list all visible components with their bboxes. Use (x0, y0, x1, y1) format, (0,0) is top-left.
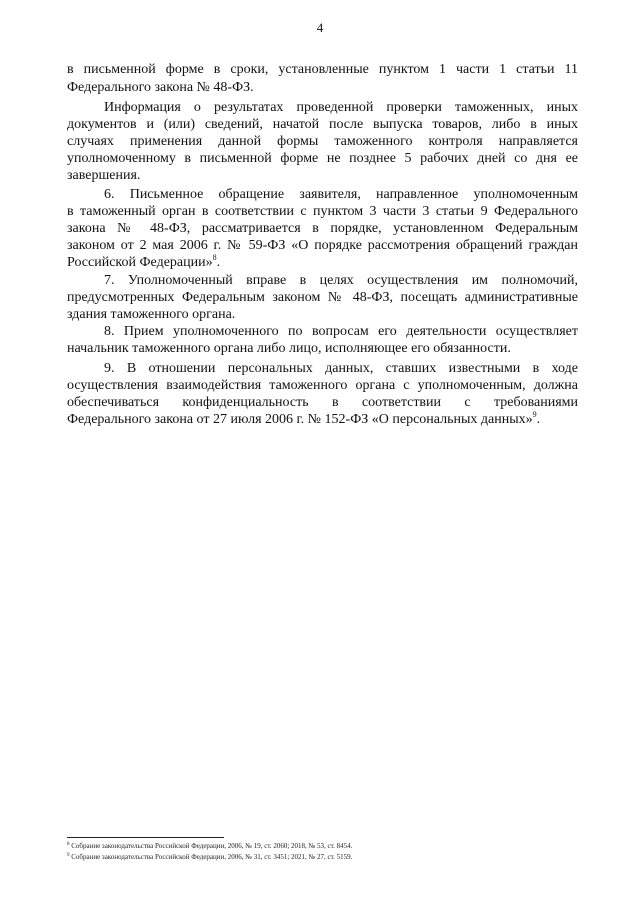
footnote-8 (67, 842, 352, 851)
body-line-end: . (216, 255, 221, 270)
footnote-9 (67, 853, 352, 862)
body-line-end: . (536, 412, 541, 427)
body-line: здания таможенного органа. (67, 307, 236, 322)
footnote-text: Собрание законодательства Российской Федерации, 2006, № 31, ст. 3451; 2021, № 27, ст. 5159. (71, 853, 353, 861)
footnote-mark: 8 (67, 842, 70, 847)
body-line: обеспечиваться конфиденциальность в соответствии с требованиями (67, 395, 578, 410)
body-line-text: Федерального закона от 27 июля 2006 г. № 152-ФЗ «О персональных данных» (67, 412, 533, 427)
body-line (67, 411, 540, 428)
footnote-separator (67, 837, 224, 838)
body-line-text: Российской Федерации» (67, 255, 213, 270)
body-line: предусмотренных Федеральным законом № 48-ФЗ, посещать административные (67, 290, 578, 305)
body-line: документов и (или) сведений, начатой после выпуска товаров, либо в иных (67, 117, 578, 132)
body-line: в таможенный орган в соответствии с пунктом 3 части 3 статьи 9 Федерального (67, 204, 578, 219)
body-line: Информация о результатах проведенной проверки таможенных, иных (104, 100, 578, 115)
page-number: 4 (316, 20, 324, 35)
footnote-ref-8: 8 (212, 253, 217, 262)
footnote-mark: 9 (67, 853, 70, 858)
body-line: в письменной форме в сроки, установленные пунктом 1 части 1 статьи 11 (67, 62, 578, 77)
footnote-text: Собрание законодательства Российской Федерации, 2006, № 19, ст. 2060; 2018, № 53, ст. 8454. (71, 842, 353, 850)
body-line: начальник таможенного органа либо лицо, исполняющее его обязанности. (67, 341, 511, 356)
body-line: осуществления взаимодействия таможенного органа с уполномоченным, должна (67, 378, 578, 393)
body-line: 7. Уполномоченный вправе в целях осуществления им полномочий, (104, 273, 578, 288)
body-line: законом от 2 мая 2006 г. № 59-ФЗ «О порядке рассмотрения обращений граждан (67, 238, 578, 253)
body-line: 9. В отношении персональных данных, ставших известными в ходе (104, 361, 578, 376)
body-line: закона № 48-ФЗ, рассматривается в порядке, установленном Федеральным (67, 221, 578, 236)
body-line: случаях применения данной формы таможенного контроля направляется (67, 134, 578, 149)
body-line: 6. Письменное обращение заявителя, направленное уполномоченным (104, 187, 578, 202)
body-line: завершения. (67, 168, 141, 183)
body-line (67, 254, 220, 271)
body-line: 8. Прием уполномоченного по вопросам его деятельности осуществляет (104, 324, 578, 339)
body-line: уполномоченному в письменной форме не позднее 5 рабочих дней со дня ее (67, 151, 578, 166)
body-line: Федерального закона № 48-ФЗ. (67, 80, 254, 95)
footnote-ref-9: 9 (532, 410, 537, 419)
